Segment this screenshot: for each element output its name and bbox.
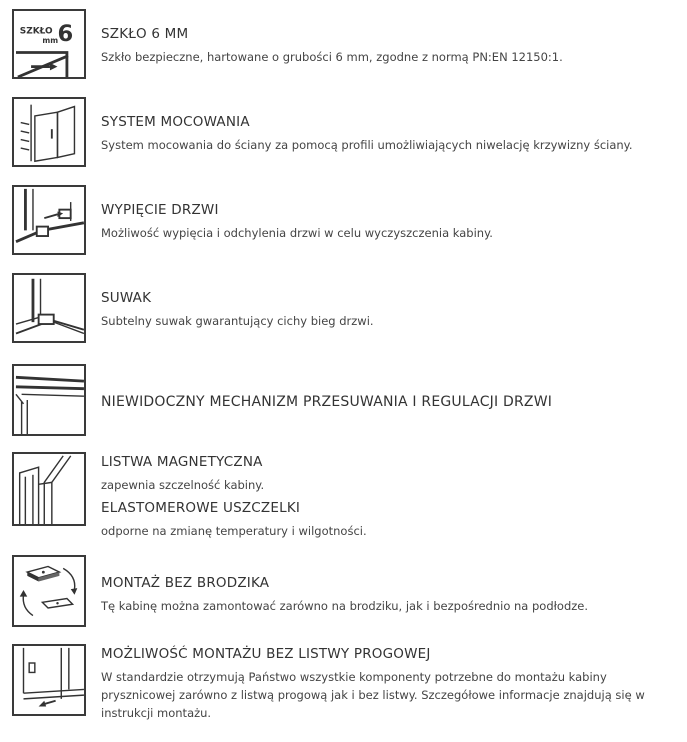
door-removal-icon: [12, 185, 86, 255]
magnetic-strip-icon: [12, 452, 86, 526]
feature-title: SYSTEM MOCOWANIA: [101, 114, 250, 130]
feature-desc: W standardzie otrzymują Państwo wszystkie komponenty potrzebne do montażu kabiny prysznicowej zarówno z listwą progową jak i bez listwy. Szczegółowe informacje znajdują się w instrukcji montażu.: [101, 670, 645, 720]
feature-title: LISTWA MAGNETYCZNA: [101, 454, 263, 470]
feature-title: WYPIĘCIE DRZWI: [101, 202, 219, 218]
feature-desc: Możliwość wypięcia i odchylenia drzwi w celu wyczyszczenia kabiny.: [101, 226, 493, 240]
feature-desc: Szkło bezpieczne, hartowane o grubości 6 mm, zgodne z normą PN:EN 12150:1.: [101, 50, 563, 64]
icon-glass-unit: mm: [42, 36, 59, 46]
feature-title: SZKŁO 6 MM: [101, 26, 189, 42]
feature-title-secondary: ELASTOMEROWE USZCZELKI: [101, 500, 301, 516]
feature-desc: System mocowania do ściany za pomocą profili umożliwiających niwelację krzywizny ściany.: [101, 138, 633, 152]
slider-icon: [12, 273, 86, 343]
feature-desc-secondary: odporne na zmianę temperatury i wilgotności.: [101, 524, 367, 538]
no-threshold-icon: [12, 644, 86, 716]
feature-desc: zapewnia szczelność kabiny.: [101, 478, 265, 492]
feature-title: MONTAŻ BEZ BRODZIKA: [101, 575, 270, 591]
feature-desc: Tę kabinę można zamontować zarówno na brodziku, jak i bezpośrednio na podłodze.: [101, 599, 589, 613]
feature-title: SUWAK: [101, 290, 152, 306]
feature-desc: Subtelny suwak gwarantujący cichy bieg drzwi.: [101, 314, 374, 328]
wall-mounting-icon: [12, 97, 86, 167]
icon-glass-label: SZKŁO: [19, 26, 53, 37]
icon-glass-number: 6: [57, 21, 74, 48]
glass-thickness-icon: [12, 9, 86, 79]
feature-title: MOŻLIWOŚĆ MONTAŻU BEZ LISTWY PROGOWEJ: [101, 646, 431, 662]
no-tray-icon: [12, 555, 86, 627]
hidden-mechanism-icon: [12, 364, 86, 436]
feature-title: NIEWIDOCZNY MECHANIZM PRZESUWANIA I REGULACJI DRZWI: [101, 394, 553, 410]
